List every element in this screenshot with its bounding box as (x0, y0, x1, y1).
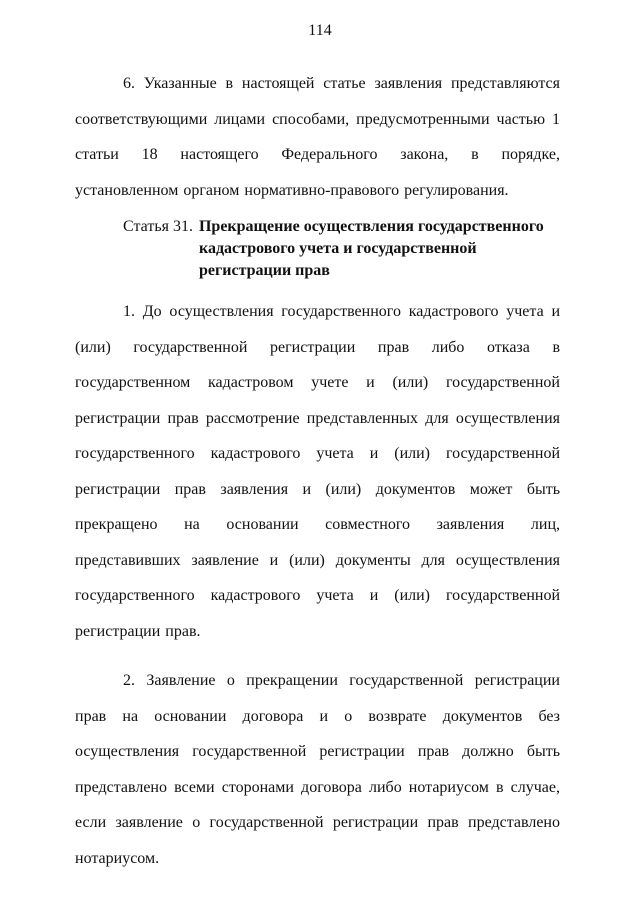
article-label: Статья 31. (123, 218, 193, 235)
paragraph-2: 2. Заявление о прекращении государственной регистрации прав на основании договора и о возврате документов без осуществления государственной регистрации прав должно быть представлено всеми сторонами договора либо нотариусом в случае, если заявление о государственной регистрации прав представлено нотариусом. (75, 672, 560, 867)
article-heading (75, 216, 560, 282)
page-number: 114 (308, 22, 332, 39)
paragraph-6: 6. Указанные в настоящей статье заявления представляются соответствующими лицами способами, предусмотренными частью 1 статьи 18 настоящего Федерального закона, в порядке, установленном органом нормативно-правового регулирования. (75, 75, 560, 199)
paragraph-1: 1. До осуществления государственного кадастрового учета и (или) государственной регистрации прав либо отказа в государственном кадастровом учете и (или) государственной регистрации прав рассмотрение представленных для осуществления государственного кадастрового учета и (или) государственной регистрации прав заявления и (или) документов может быть прекращено на основании совместного заявления лиц, представивших заявление и (или) документы для осуществления государственного кадастрового учета и (или) государственной регистрации прав. (75, 303, 560, 640)
article-title: Прекращение осуществления государственного кадастрового учета и государственной регистрации прав (198, 218, 544, 279)
document-body (75, 66, 560, 876)
